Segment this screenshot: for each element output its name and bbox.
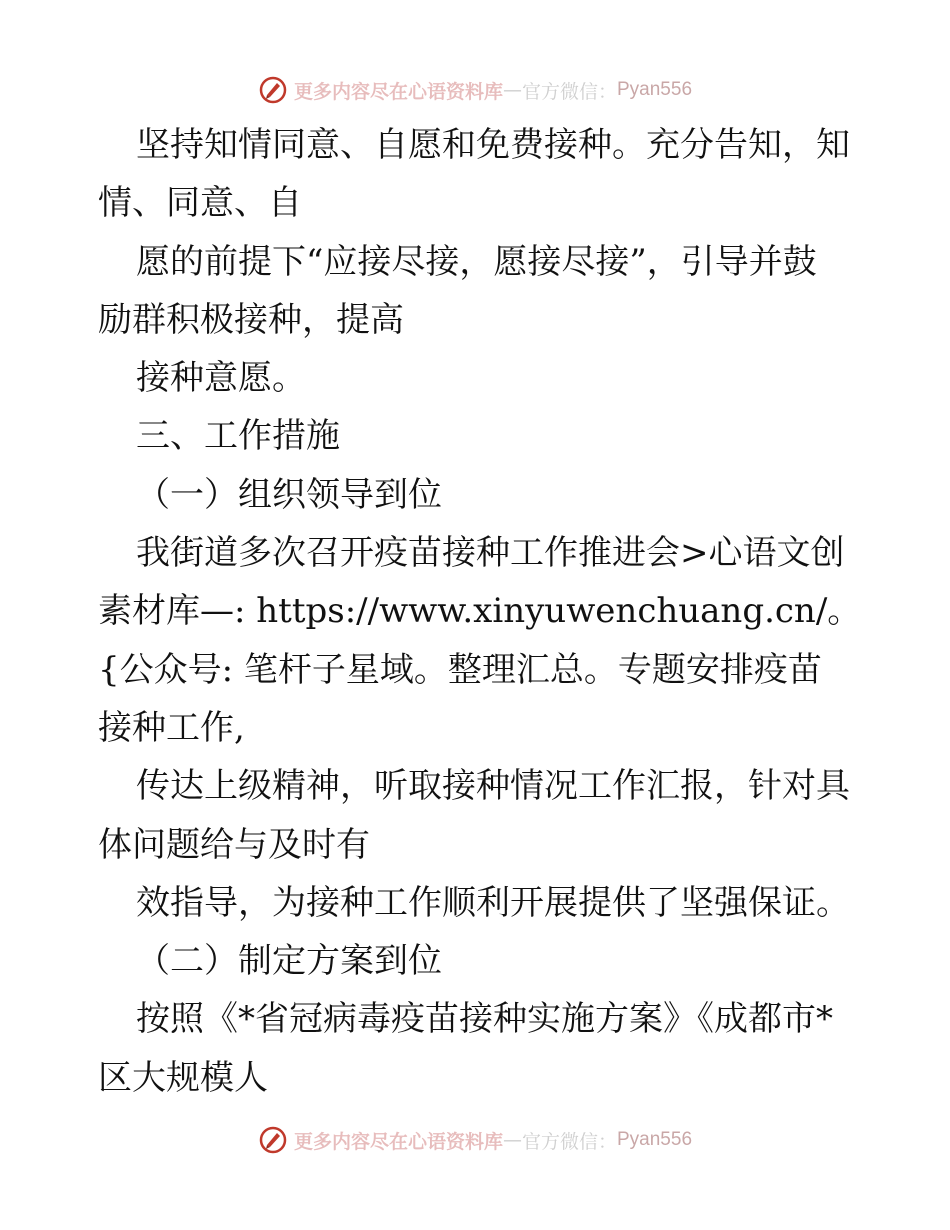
- watermark-dash: —: [502, 79, 522, 101]
- watermark-label: 官方微信：: [521, 80, 617, 103]
- watermark-wechat-id: Pyan556: [617, 1129, 693, 1150]
- text-line: 效指导，为接种工作顺利开展提供了坚强保证。: [136, 882, 850, 923]
- text-line: 传达上级精神，听取接种情况工作汇报，针对具: [136, 766, 850, 807]
- section-heading: 三、工作措施: [136, 416, 340, 457]
- text-line: 区大规模人: [98, 1057, 268, 1098]
- text-line: 我街道多次召开疫苗接种工作推进会>心语文创: [136, 533, 845, 574]
- text-line: 情、同意、自: [98, 183, 302, 224]
- header-watermark: [0, 72, 950, 108]
- document-body: [98, 116, 862, 1107]
- text-line: 坚持知情同意、自愿和免费接种。充分告知，知: [136, 125, 850, 165]
- watermark-label: 官方微信：: [521, 1130, 617, 1153]
- pen-circle-logo-icon: [258, 75, 288, 105]
- subsection-heading: （一）组织领导到位: [136, 474, 442, 515]
- subsection-heading: （二）制定方案到位: [136, 941, 442, 982]
- watermark-wechat-id: Pyan556: [617, 79, 693, 100]
- text-line: 接种意愿。: [136, 358, 306, 399]
- watermark-brand: 更多内容尽在心语资料库: [293, 1130, 503, 1153]
- text-line: 体问题给与及时有: [98, 824, 370, 865]
- text-line: 愿的前提下“应接尽接，愿接尽接”，引导并鼓: [136, 241, 817, 282]
- text-line: 励群积极接种，提高: [98, 299, 404, 340]
- text-line: 接种工作,: [98, 707, 245, 748]
- footer-watermark: [0, 1122, 950, 1158]
- text-line: {公众号: 笔杆子星域。整理汇总。专题安排疫苗: [98, 649, 822, 690]
- text-line: 按照《*省冠病毒疫苗接种实施方案》《成都市*: [136, 999, 833, 1040]
- watermark-dash: —: [502, 1129, 522, 1151]
- pen-circle-logo-icon: [258, 1125, 288, 1155]
- text-line-url: 素材库—: https://www.xinyuwenchuang.cn/。: [98, 591, 862, 632]
- watermark-brand: 更多内容尽在心语资料库: [293, 80, 503, 103]
